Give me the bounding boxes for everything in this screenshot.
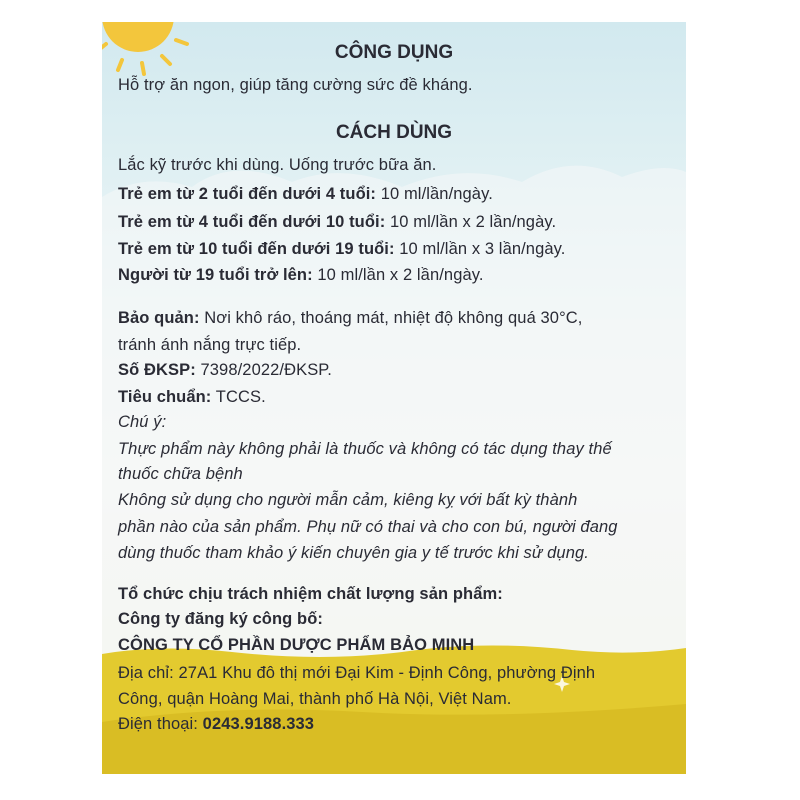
- dose-amount: 10 ml/lần x 3 lần/ngày.: [394, 240, 566, 258]
- storage-line: [118, 309, 582, 328]
- dose-row: [118, 240, 565, 259]
- note-line: phần nào của sản phẩm. Phụ nữ có thai và cho con bú, người đang: [118, 518, 618, 536]
- dose-group: Trẻ em từ 4 tuổi đến dưới 10 tuổi:: [118, 213, 386, 231]
- phone-line: [118, 715, 314, 734]
- directions-intro: Lắc kỹ trước khi dùng. Uống trước bữa ăn.: [118, 156, 437, 174]
- dose-group: Trẻ em từ 10 tuổi đến dưới 19 tuổi:: [118, 240, 395, 258]
- phone-label: Điện thoại:: [118, 715, 198, 733]
- company-name: CÔNG TY CỔ PHẦN DƯỢC PHẨM BẢO MINH: [118, 636, 475, 654]
- note-line: dùng thuốc tham khảo ý kiến chuyên gia y tế trước khi sử dụng.: [118, 544, 589, 562]
- note-line: thuốc chữa bệnh: [118, 465, 243, 483]
- dose-row: [118, 213, 556, 232]
- dose-row: [118, 185, 493, 204]
- standard-value: TCCS.: [211, 388, 266, 406]
- dose-amount: 10 ml/lần x 2 lần/ngày.: [312, 266, 484, 284]
- dose-amount: 10 ml/lần x 2 lần/ngày.: [385, 213, 557, 231]
- note-label: Chú ý:: [118, 413, 167, 431]
- registration-label: Số ĐKSP:: [118, 361, 196, 379]
- directions-title: CÁCH DÙNG: [335, 122, 453, 143]
- dose-group: Trẻ em từ 2 tuổi đến dưới 4 tuổi:: [118, 185, 377, 203]
- registrant-label: Công ty đăng ký công bố:: [118, 610, 323, 628]
- storage-label: Bảo quản:: [118, 309, 200, 327]
- dose-group: Người từ 19 tuổi trở lên:: [118, 266, 313, 284]
- address-label: Địa chỉ:: [118, 664, 174, 682]
- dose-row: [118, 266, 484, 285]
- address-line: [118, 664, 595, 683]
- note-line: Thực phẩm này không phải là thuốc và không có tác dụng thay thế: [118, 440, 612, 458]
- registration-line: [118, 361, 332, 380]
- address-text: 27A1 Khu đô thị mới Đại Kim - Định Công, phường Định: [173, 664, 596, 682]
- phone-number: 0243.9188.333: [197, 715, 315, 733]
- note-line: Không sử dụng cho người mẫn cảm, kiêng kỵ với bất kỳ thành: [118, 491, 578, 509]
- registration-value: 7398/2022/ĐKSP.: [195, 361, 332, 379]
- standard-line: [118, 388, 266, 407]
- standard-label: Tiêu chuẩn:: [118, 388, 212, 406]
- uses-title: CÔNG DỤNG: [334, 42, 454, 63]
- dose-amount: 10 ml/lần/ngày.: [376, 185, 493, 203]
- uses-text: Hỗ trợ ăn ngon, giúp tăng cường sức đề kháng.: [118, 76, 473, 94]
- address-line-2: Công, quận Hoàng Mai, thành phố Hà Nội, Việt Nam.: [118, 690, 512, 708]
- storage-text: Nơi khô ráo, thoáng mát, nhiệt độ không quá 30°C,: [199, 309, 583, 327]
- storage-line-2: tránh ánh nắng trực tiếp.: [118, 336, 302, 354]
- responsible-org-label: Tổ chức chịu trách nhiệm chất lượng sản phẩm:: [118, 585, 503, 603]
